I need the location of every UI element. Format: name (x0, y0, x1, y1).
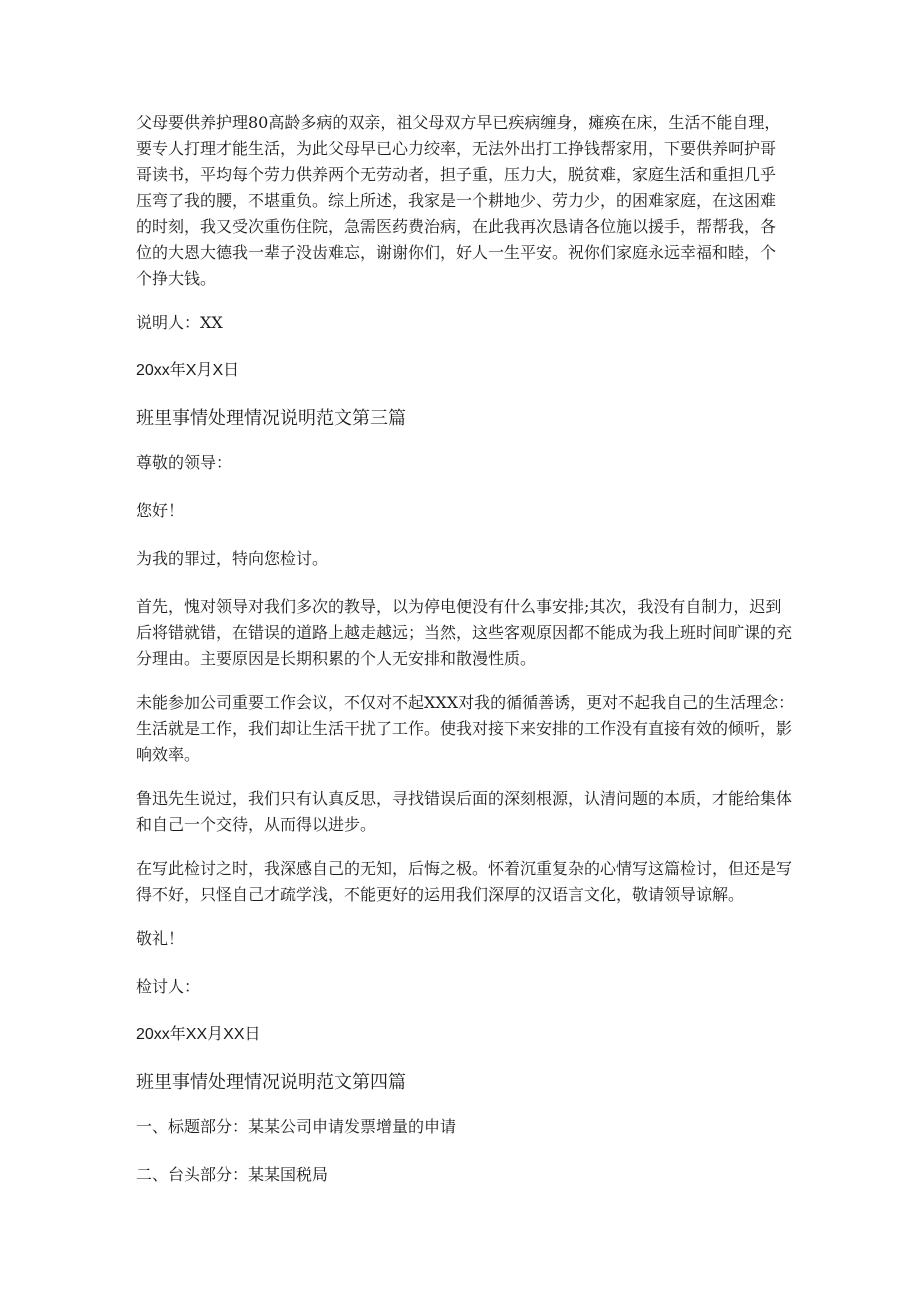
paragraph-family-situation: 父母要供养护理80高龄多病的双亲，祖父母双方早已疾病缠身，瘫痪在床，生活不能自理，要专人打理才能生活，为此父母早已心力绞率，无法外出打工挣钱帮家用，下要供养呵护哥哥读书，平均每个劳力供养两个无劳动者，担子重，压力大，脱贫难，家庭生活和重担几乎压弯了我的腰，不堪重负。综上所述，我家是一个耕地少、劳力少，的困难家庭，在这困难的时刻，我又受次重伤住院，急需医药费治病，在此我再次恳请各位施以援手，帮帮我，各位的大恩大德我一辈子没齿难忘，谢谢你们，好人一生平安。祝你们家庭永远幸福和睦，个个挣大钱。 (136, 113, 781, 288)
paragraph-regret: 在写此检讨之时，我深感自己的无知，后悔之极。怀着沉重复杂的心情写这篇检讨，但还是写得不好，只怪自己才疏学浅，不能更好的运用我们深厚的汉语言文化，敬请领导谅解。 (136, 859, 793, 904)
salutation: 尊敬的领导： (136, 453, 233, 472)
date-line-2: 20xx年XX月XX日 (136, 1026, 261, 1043)
section-heading-fourth: 班里事情处理情况说明范文第四篇 (136, 1072, 406, 1093)
list-item-title-part: 一、标题部分：某某公司申请发票增量的申请 (136, 1117, 457, 1136)
document-page (136, 110, 796, 1210)
closing: 敬礼！ (136, 929, 185, 948)
signer-line: 说明人：XX (136, 313, 223, 332)
paragraph-first-reason: 首先，愧对领导对我们多次的教导，以为停电便没有什么事安排;其次，我没有自制力，迟到后将错就错，在错误的道路上越走越远；当然，这些客观原因都不能成为我上班时间旷课的充分理由。主要原因是长期积累的个人无安排和散漫性质。 (136, 597, 793, 668)
list-item-header-part: 二、台头部分：某某国税局 (136, 1165, 329, 1184)
paragraph-lu-xun: 鲁迅先生说过，我们只有认真反思，寻找错误后面的深刻根源，认清问题的本质，才能给集体和自己一个交待，从而得以进步。 (136, 789, 793, 834)
intro-line: 为我的罪过，特向您检讨。 (136, 549, 329, 568)
date-line: 20xx年X月X日 (136, 362, 240, 379)
paragraph-meeting: 未能参加公司重要工作会议，不仅对不起XXX对我的循循善诱，更对不起我自己的生活理念：生活就是工作，我们却让生活干扰了工作。使我对接下来安排的工作没有直接有效的倾听，影响效率。 (136, 693, 795, 764)
signer-line-2: 检讨人： (136, 977, 201, 996)
section-heading-third: 班里事情处理情况说明范文第三篇 (136, 408, 406, 429)
greeting: 您好！ (136, 501, 185, 520)
